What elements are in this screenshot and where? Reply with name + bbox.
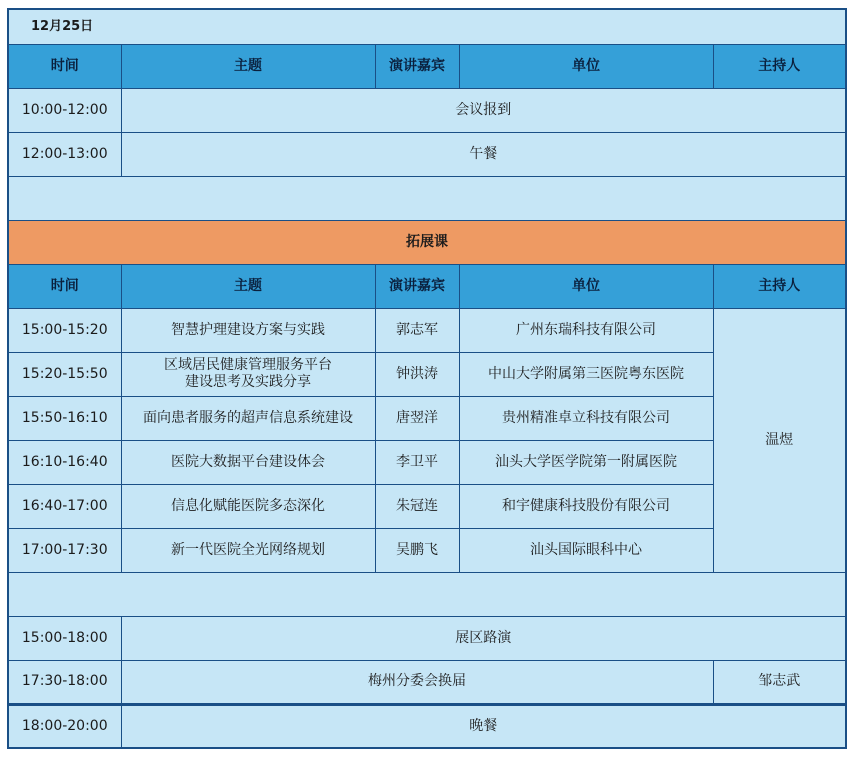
event-cell: 梅州分委会换届 [121, 660, 713, 704]
org-cell: 汕头大学医学院第一附属医院 [459, 440, 713, 484]
event-cell: 会议报到 [121, 88, 846, 132]
time-cell: 16:40-17:00 [8, 484, 121, 528]
topic-line: 建设思考及实践分享 [185, 374, 311, 390]
topic-cell: 新一代医院全光网络规划 [121, 528, 375, 572]
header-host: 主持人 [713, 44, 846, 88]
time-cell: 10:00-12:00 [8, 88, 121, 132]
date-row [8, 9, 846, 44]
event-cell: 午餐 [121, 132, 846, 176]
time-cell: 12:00-13:00 [8, 132, 121, 176]
topic-cell: 智慧护理建设方案与实践 [121, 308, 375, 352]
time-cell: 17:30-18:00 [8, 660, 121, 704]
header-row [8, 44, 846, 88]
topic-cell: 面向患者服务的超声信息系统建设 [121, 396, 375, 440]
spacer-cell [8, 176, 846, 220]
org-cell: 贵州精准卓立科技有限公司 [459, 396, 713, 440]
header-row [8, 264, 846, 308]
spacer-cell [8, 572, 846, 616]
header-org: 单位 [459, 44, 713, 88]
time-cell: 15:00-18:00 [8, 616, 121, 660]
table-row [8, 660, 846, 704]
speaker-cell: 李卫平 [375, 440, 459, 484]
table-row [8, 308, 846, 352]
header-time: 时间 [8, 264, 121, 308]
spacer-row [8, 176, 846, 220]
table-row [8, 132, 846, 176]
date-label: 12月25日 [8, 9, 846, 44]
spacer-row [8, 572, 846, 616]
time-cell: 16:10-16:40 [8, 440, 121, 484]
speaker-cell: 吴鹏飞 [375, 528, 459, 572]
header-time: 时间 [8, 44, 121, 88]
host-cell: 温煜 [713, 308, 846, 572]
time-cell: 15:20-15:50 [8, 352, 121, 396]
event-cell: 晚餐 [121, 704, 846, 748]
topic-cell: 信息化赋能医院多态深化 [121, 484, 375, 528]
speaker-cell: 郭志军 [375, 308, 459, 352]
time-cell: 18:00-20:00 [8, 704, 121, 748]
header-topic: 主题 [121, 264, 375, 308]
time-cell: 15:50-16:10 [8, 396, 121, 440]
header-topic: 主题 [121, 44, 375, 88]
speaker-cell: 唐翌洋 [375, 396, 459, 440]
time-cell: 15:00-15:20 [8, 308, 121, 352]
header-org: 单位 [459, 264, 713, 308]
topic-line: 区域居民健康管理服务平台 [164, 357, 332, 373]
org-cell: 中山大学附属第三医院粤东医院 [459, 352, 713, 396]
header-host: 主持人 [713, 264, 846, 308]
section-title: 拓展课 [8, 220, 846, 264]
time-cell: 17:00-17:30 [8, 528, 121, 572]
section-row [8, 220, 846, 264]
header-speaker: 演讲嘉宾 [375, 44, 459, 88]
event-cell: 展区路演 [121, 616, 846, 660]
topic-cell: 医院大数据平台建设体会 [121, 440, 375, 484]
host-cell: 邹志武 [713, 660, 846, 704]
schedule-table [7, 8, 847, 749]
table-row [8, 704, 846, 748]
header-speaker: 演讲嘉宾 [375, 264, 459, 308]
org-cell: 和宇健康科技股份有限公司 [459, 484, 713, 528]
speaker-cell: 钟洪涛 [375, 352, 459, 396]
org-cell: 广州东瑞科技有限公司 [459, 308, 713, 352]
topic-cell [121, 352, 375, 396]
speaker-cell: 朱冠连 [375, 484, 459, 528]
table-row [8, 616, 846, 660]
table-row [8, 88, 846, 132]
org-cell: 汕头国际眼科中心 [459, 528, 713, 572]
